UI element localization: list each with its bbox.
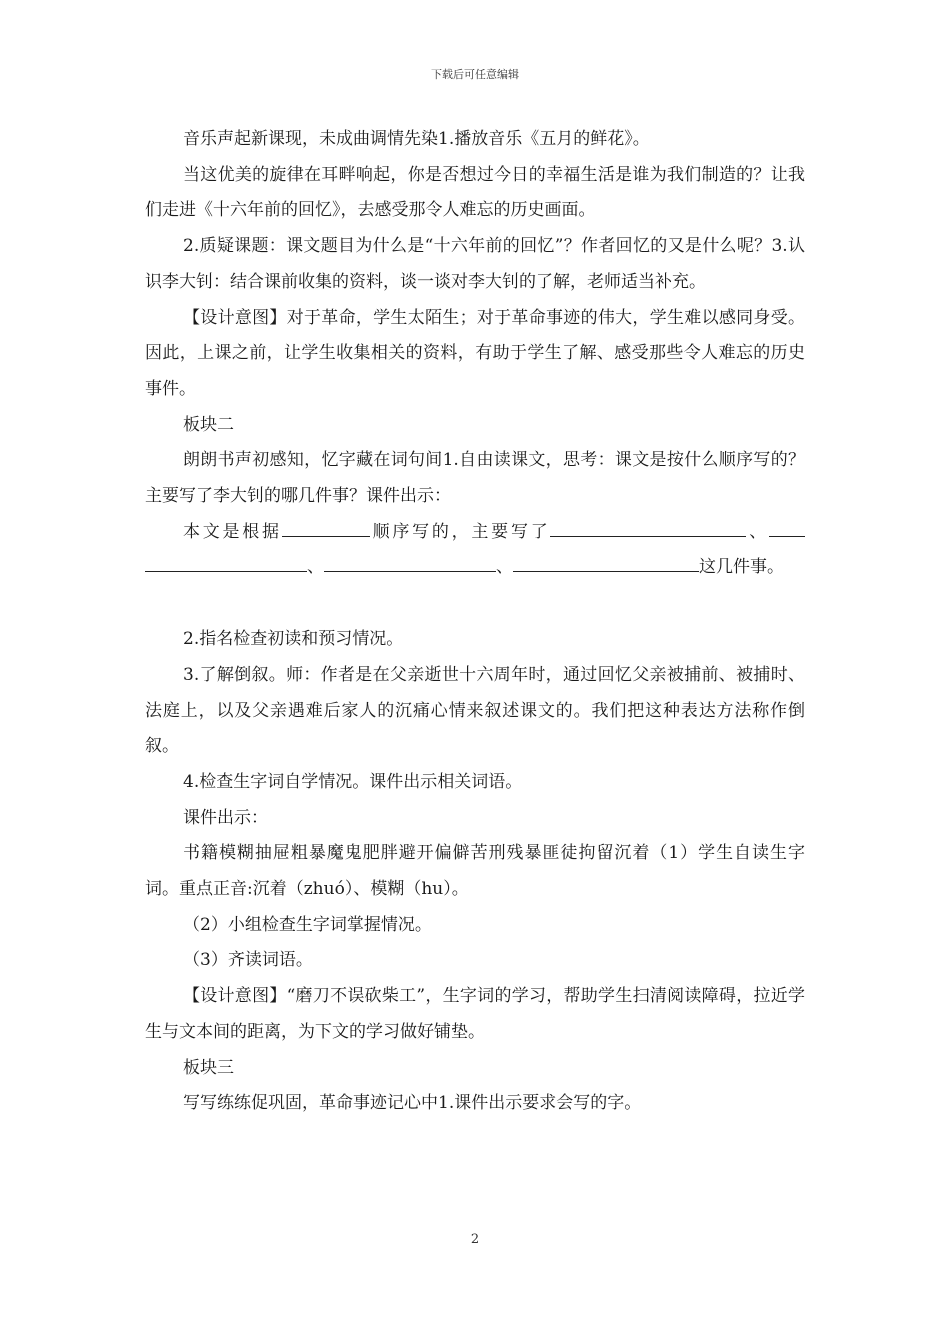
blank-line: [282, 516, 370, 537]
page-header: 下载后可任意编辑: [431, 68, 519, 81]
paragraph: （3）齐读词语。: [183, 950, 313, 971]
design-intent-paragraph: 【设计意图】对于革命，学生太陌生；对于革命事迹的伟大，学生难以感同身受。因此，上课之前，让学生收集相关的资料，有助于学生了解、感受那些令人难忘的历史事件。: [145, 307, 805, 399]
section-heading: 板块二: [183, 414, 234, 435]
paragraph: 2.指名检查初读和预习情况。: [183, 629, 404, 650]
document-body: [145, 122, 805, 1122]
blank-line: [550, 516, 746, 537]
paragraph: 音乐声起新课现，未成曲调情先染1.播放音乐《五月的鲜花》。: [183, 129, 650, 149]
paragraph: 书籍模糊抽屉粗暴魔鬼肥胖避开偏僻苦刑残暴匪徒拘留沉着（1）学生自读生字词。重点正音:沉着（zhuó）、模糊（hu）。: [145, 843, 805, 900]
paragraph: 课件出示：: [183, 807, 268, 828]
paragraph: 4.检查生字词自学情况。课件出示相关词语。: [183, 771, 523, 792]
paragraph: 当这优美的旋律在耳畔响起，你是否想过今日的幸福生活是谁为我们制造的？让我们走进《十六年前的回忆》，去感受那令人难忘的历史画面。: [145, 164, 805, 221]
blank-line: [513, 551, 699, 572]
paragraph: 朗朗书声初感知，忆字藏在词句间1.自由读课文，思考：课文是按什么顺序写的？主要写了李大钊的哪几件事？课件出示：: [145, 450, 805, 507]
blank-line: [145, 551, 307, 572]
fill-text: 顺序写的，主要写了: [369, 521, 551, 542]
paragraph: 写写练练促巩固，革命事迹记心中1.课件出示要求会写的字。: [183, 1093, 642, 1114]
blank-line: [769, 516, 805, 537]
paragraph: 3.了解倒叙。师：作者是在父亲逝世十六周年时，通过回忆父亲被捕前、被捕时、法庭上，以及父亲遇难后家人的沉痛心情来叙述课文的。我们把这种表达方法称作倒叙。: [145, 664, 805, 757]
page-number: 2: [470, 1232, 480, 1247]
fill-text: 这几件事。: [699, 557, 784, 578]
fill-in-blank-paragraph: [145, 515, 805, 586]
design-intent-paragraph: 【设计意图】“磨刀不误砍柴工”，生字词的学习，帮助学生扫清阅读障碍，拉近学生与文本间的距离，为下文的学习做好铺垫。: [145, 986, 805, 1042]
fill-separator: 、: [307, 557, 324, 578]
fill-separator: 、: [496, 557, 513, 578]
fill-separator: 、: [746, 521, 770, 542]
section-heading: 板块三: [183, 1057, 234, 1078]
paragraph: （2）小组检查生字词掌握情况。: [183, 914, 432, 935]
fill-text: 本文是根据: [183, 521, 282, 542]
spacer: [145, 586, 805, 622]
blank-line: [324, 551, 496, 572]
paragraph: 2.质疑课题：课文题目为什么是“十六年前的回忆”？作者回忆的又是什么呢？3.认识李大钊：结合课前收集的资料，谈一谈对李大钊的了解，老师适当补充。: [145, 236, 805, 292]
